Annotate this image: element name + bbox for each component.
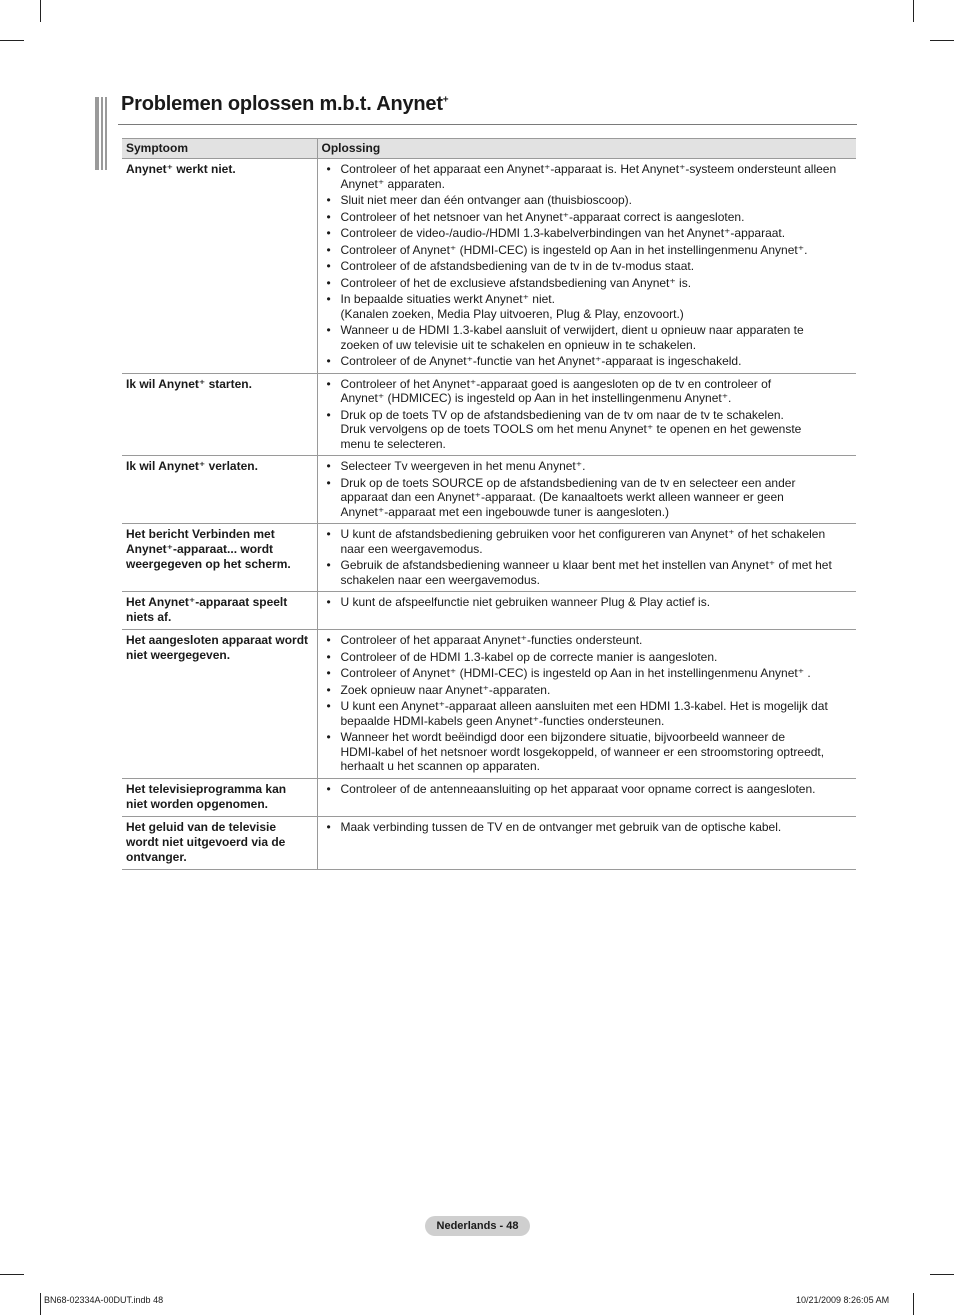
solution-item [322, 323, 853, 352]
solution-text: menu te selecteren. [340, 436, 446, 451]
solution-item [322, 476, 853, 520]
solution-text: • Controleer of het de exclusieve afstandsbediening van Anynet⁺ is. [340, 275, 692, 290]
solution-list [322, 377, 853, 452]
symptom-text: niets af. [126, 610, 172, 624]
symptom-cell [122, 456, 317, 524]
solution-text: HDMI-kabel of het netsnoer wordt losgekoppeld, of wanneer er een stroomstoring optreedt, [340, 744, 825, 759]
solution-item [322, 459, 853, 474]
solution-text: • Controleer of het apparaat Anynet⁺-functies ondersteunt. [340, 633, 643, 647]
solution-cell [317, 630, 856, 779]
table-row [122, 630, 856, 779]
symptom-text: Anynet⁺ werkt niet. [126, 162, 236, 176]
solution-item [322, 243, 853, 258]
solution-item [322, 193, 853, 208]
solution-text: • U kunt de afstandsbediening gebruiken voor het configureren van Anynet⁺ of het schakelen [340, 527, 826, 541]
symptom-text: Het geluid van de televisie [126, 819, 277, 834]
crop-mark [0, 1274, 24, 1275]
solution-item [322, 276, 853, 291]
symptom-text: Anynet⁺-apparaat... wordt [126, 542, 274, 556]
solution-list [322, 633, 853, 774]
solution-item [322, 683, 853, 698]
solution-text: • Controleer of de afstandsbediening van de tv in de tv-modus staat. [340, 259, 695, 273]
solution-text: naar een weergavemodus. [340, 541, 483, 556]
crop-mark [930, 1274, 954, 1275]
crop-mark [913, 0, 914, 22]
symptom-text: Het Anynet⁺-apparaat speelt [126, 595, 288, 609]
solution-text: • Gebruik de afstandsbediening wanneer u klaar bent met het instellen van Anynet⁺ of met het [340, 558, 832, 572]
solution-list [322, 595, 853, 610]
crop-mark [0, 40, 24, 41]
solution-item [322, 292, 853, 321]
solution-text: Druk vervolgens op de toets TOOLS om het menu Anynet⁺ te openen en het gewenste [340, 422, 802, 436]
table-row [122, 159, 856, 374]
symptom-text: Het bericht Verbinden met [126, 527, 275, 541]
troubleshooting-table [122, 138, 856, 870]
solution-text: • Controleer of de antenneaansluiting op het apparaat voor opname correct is aangesloten. [340, 781, 816, 796]
symptom-text: Het aangesloten apparaat wordt [126, 633, 309, 647]
table-row [122, 816, 856, 869]
solution-text: • U kunt de afspeelfunctie niet gebruiken wanneer Plug & Play actief is. [340, 595, 711, 609]
solution-text: • Controleer of de HDMI 1.3-kabel op de correcte manier is aangesloten. [340, 649, 718, 664]
solution-text: • Controleer of Anynet⁺ (HDMI-CEC) is ingesteld op Aan in het instellingenmenu Anynet⁺ . [340, 666, 811, 680]
solution-text: • Controleer of de Anynet⁺-functie van het Anynet⁺-apparaat is ingeschakeld. [340, 354, 742, 368]
crop-mark [913, 1293, 914, 1315]
solution-text: • Wanneer het wordt beëindigd door een bijzondere situatie, bijvoorbeeld wanneer de [340, 730, 786, 744]
solution-text: apparaat dan een Anynet⁺-apparaat. (De kanaaltoets werkt alleen wanneer er geen [340, 490, 784, 504]
table-row [122, 592, 856, 630]
solution-text: • Sluit niet meer dan één ontvanger aan (thuisbioscoop). [340, 193, 633, 207]
solution-item [322, 377, 853, 406]
solution-cell [317, 456, 856, 524]
solution-text: • Druk op de toets TV op de afstandsbediening van de tv om naar de tv te schakelen. [340, 407, 784, 422]
solution-text: • Controleer of het netsnoer van het Anynet⁺-apparaat correct is aangesloten. [340, 209, 745, 224]
symptom-cell [122, 592, 317, 630]
symptom-text: Het televisieprogramma kan [126, 781, 287, 796]
solution-item [322, 650, 853, 665]
solution-cell [317, 524, 856, 592]
solution-item [322, 226, 853, 241]
solution-cell [317, 159, 856, 374]
solution-cell [317, 373, 856, 456]
solution-list [322, 820, 853, 835]
symptom-cell [122, 373, 317, 456]
symptom-text: wordt niet uitgevoerd via de [126, 834, 286, 849]
title-divider [118, 124, 857, 125]
solution-item [322, 699, 853, 728]
table-row [122, 524, 856, 592]
page-title: Problemen oplossen m.b.t. Anynet+ [121, 93, 449, 115]
solution-item [322, 730, 853, 774]
solution-item [322, 210, 853, 225]
solution-text: Anynet⁺ (HDMICEC) is ingesteld op Aan in het instellingenmenu Anynet⁺. [340, 391, 732, 405]
solution-text: • Maak verbinding tussen de TV en de ontvanger met gebruik van de optische kabel. [340, 819, 782, 834]
solution-item [322, 820, 853, 835]
table-row [122, 778, 856, 816]
solution-item [322, 595, 853, 610]
solution-item [322, 259, 853, 274]
solution-text: • Zoek opnieuw naar Anynet⁺-apparaten. [340, 682, 551, 697]
footer-timestamp: 10/21/2009 8:26:05 AM [796, 1295, 890, 1305]
symptom-cell [122, 524, 317, 592]
solution-text: Anynet⁺ apparaten. [340, 176, 445, 191]
solution-text: schakelen naar een weergavemodus. [340, 572, 540, 587]
solution-text: bepaalde HDMI-kabels geen Anynet⁺-functies ondersteunen. [340, 713, 665, 728]
symptom-text: ontvanger. [126, 849, 187, 864]
solution-item [322, 162, 853, 191]
symptom-text: weergegeven op het scherm. [126, 557, 291, 571]
symptom-text: Ik wil Anynet⁺ starten. [126, 376, 252, 391]
solution-text: • In bepaalde situaties werkt Anynet⁺ niet. [340, 292, 555, 306]
solution-text: • U kunt een Anynet⁺-apparaat alleen aansluiten met een HDMI 1.3-kabel. Het is mogelijk dat [340, 699, 828, 713]
solution-item [322, 782, 853, 797]
solution-cell [317, 592, 856, 630]
solution-cell [317, 778, 856, 816]
solution-text: (Kanalen zoeken, Media Play uitvoeren, Plug & Play, enzovoort.) [340, 306, 684, 321]
page-number-badge: Nederlands - 48 [425, 1216, 530, 1236]
solution-item [322, 633, 853, 648]
footer-file-info: BN68-02334A-00DUT.indb 48 [44, 1295, 164, 1305]
solution-list [322, 459, 853, 519]
symptom-cell [122, 159, 317, 374]
table-row [122, 373, 856, 456]
solution-text: zoeken of uw televisie uit te schakelen en opnieuw in te schakelen. [340, 337, 697, 352]
solution-item [322, 354, 853, 369]
crop-mark [40, 1293, 41, 1315]
crop-mark [40, 0, 41, 22]
solution-text: Anynet⁺-apparaat met een ingebouwde tuner is aangesloten.) [340, 504, 670, 519]
table-row [122, 456, 856, 524]
solution-cell [317, 816, 856, 869]
solution-list [322, 162, 853, 369]
symptom-cell [122, 816, 317, 869]
solution-item [322, 408, 853, 452]
column-header-solution: Oplossing [317, 139, 856, 159]
symptom-text: Ik wil Anynet⁺ verlaten. [126, 459, 258, 473]
solution-text: • Selecteer Tv weergeven in het menu Anynet⁺. [340, 459, 586, 473]
solution-text: • Wanneer u de HDMI 1.3-kabel aansluit of verwijdert, dient u opnieuw naar apparaten te [340, 323, 804, 337]
table-header-row [122, 139, 856, 159]
symptom-cell [122, 778, 317, 816]
solution-item [322, 558, 853, 587]
solution-text: • Controleer of het Anynet⁺-apparaat goed is aangesloten op de tv en controleer of [340, 376, 772, 391]
crop-mark [930, 40, 954, 41]
solution-text: • Druk op de toets SOURCE op de afstandsbediening van de tv en selecteer een ander [340, 475, 796, 490]
solution-item [322, 527, 853, 556]
symptom-text: niet worden opgenomen. [126, 796, 269, 811]
solution-list [322, 527, 853, 587]
solution-text: • Controleer of Anynet⁺ (HDMI-CEC) is ingesteld op Aan in het instellingenmenu Anynet⁺. [340, 242, 808, 257]
column-header-symptom: Symptoom [122, 139, 317, 159]
solution-text: • Controleer de video-/audio-/HDMI 1.3-kabelverbindingen van het Anynet⁺-apparaat. [340, 226, 786, 240]
solution-list [322, 782, 853, 797]
title-decoration [95, 97, 111, 170]
solution-item [322, 666, 853, 681]
symptom-cell [122, 630, 317, 779]
solution-text: herhaalt u het scannen op apparaten. [340, 759, 540, 773]
symptom-text: niet weergegeven. [126, 648, 231, 662]
solution-text: • Controleer of het apparaat een Anynet⁺-apparaat is. Het Anynet⁺-systeem ondersteunt alleen [340, 162, 837, 176]
